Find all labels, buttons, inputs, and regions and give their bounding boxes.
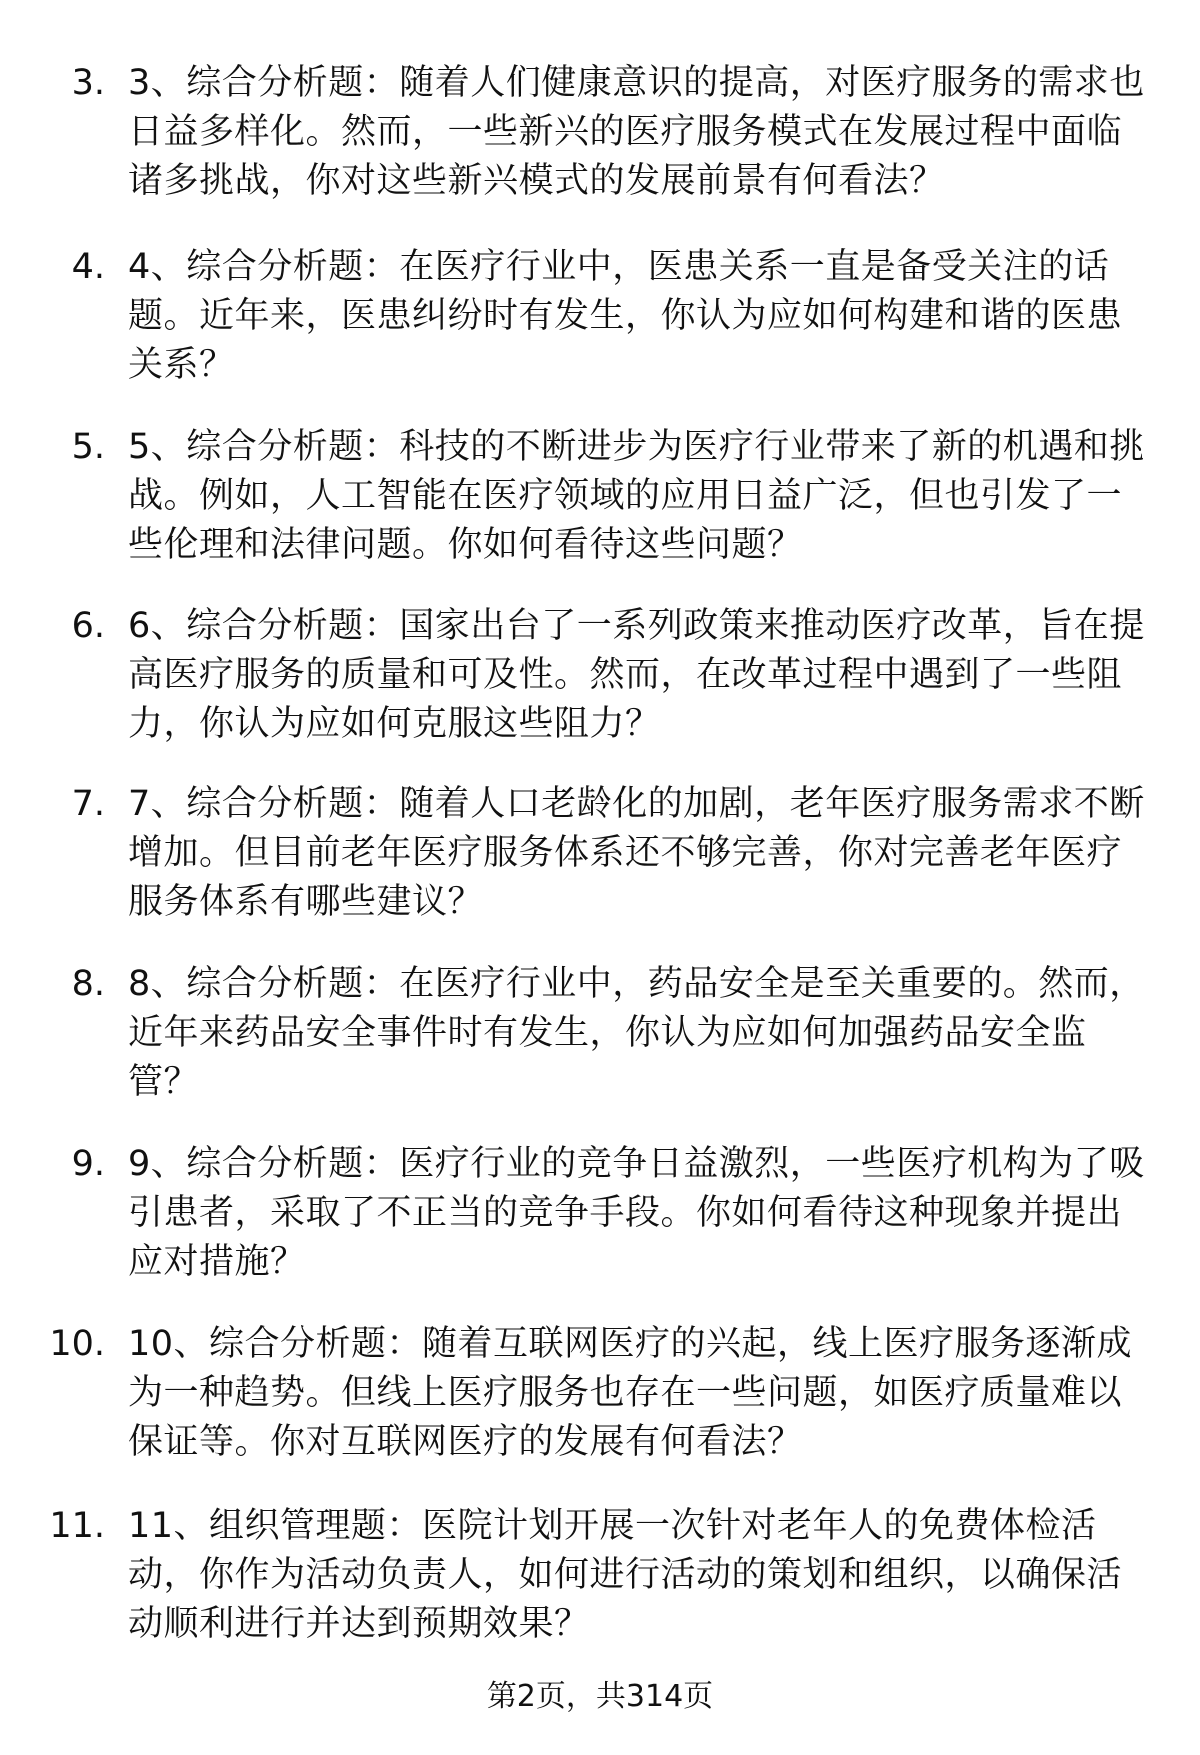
question-line: 4、综合分析题：在医疗行业中，医患关系一直是备受关注的话 [128, 247, 1110, 287]
question-line: 6、综合分析题：国家出台了一系列政策来推动医疗改革，旨在提 [128, 606, 1145, 646]
question-line: 为一种趋势。但线上医疗服务也存在一些问题，如医疗质量难以 [128, 1373, 1123, 1413]
question-number: 7. [71, 784, 105, 824]
question-line: 保证等。你对互联网医疗的发展有何看法？ [128, 1422, 803, 1462]
question-line: 3、综合分析题：随着人们健康意识的提高，对医疗服务的需求也 [128, 63, 1145, 103]
question-line: 动顺利进行并达到预期效果？ [128, 1604, 590, 1644]
question-line: 11、组织管理题：医院计划开展一次针对老年人的免费体检活 [128, 1506, 1097, 1546]
question-line: 诸多挑战，你对这些新兴模式的发展前景有何看法？ [128, 161, 945, 201]
question-text [128, 602, 1145, 749]
question-line: 服务体系有哪些建议？ [128, 882, 484, 922]
question-line: 10、综合分析题：随着互联网医疗的兴起，线上医疗服务逐渐成 [128, 1324, 1133, 1364]
question-line: 应对措施？ [128, 1242, 306, 1282]
question-number: 9. [71, 1144, 105, 1184]
question-number: 8. [71, 964, 105, 1004]
question-line: 战。例如，人工智能在医疗领域的应用日益广泛，但也引发了一 [128, 476, 1123, 516]
question-number: 11. [49, 1506, 105, 1546]
question-text [128, 423, 1145, 570]
question-number: 10. [49, 1324, 105, 1364]
question-number: 4. [71, 247, 105, 287]
question-line: 高医疗服务的质量和可及性。然而，在改革过程中遇到了一些阻 [128, 655, 1123, 695]
question-line: 题。近年来，医患纠纷时有发生，你认为应如何构建和谐的医患 [128, 296, 1123, 336]
question-text [128, 59, 1145, 206]
question-number: 3. [71, 63, 105, 103]
question-line: 动，你作为活动负责人，如何进行活动的策划和组织，以确保活 [128, 1555, 1123, 1595]
question-text [128, 1320, 1132, 1467]
question-line: 5、综合分析题：科技的不断进步为医疗行业带来了新的机遇和挑 [128, 427, 1145, 467]
question-line: 8、综合分析题：在医疗行业中，药品安全是至关重要的。然而， [128, 964, 1145, 1004]
question-text [128, 243, 1122, 390]
question-text [128, 1140, 1145, 1287]
question-line: 力，你认为应如何克服这些阻力？ [128, 704, 661, 744]
question-line: 关系？ [128, 345, 235, 385]
page-footer: 第2页，共314页 [486, 1679, 714, 1714]
question-line: 增加。但目前老年医疗服务体系还不够完善，你对完善老年医疗 [128, 833, 1123, 873]
question-line: 管？ [128, 1062, 200, 1102]
question-line: 日益多样化。然而，一些新兴的医疗服务模式在发展过程中面临 [128, 112, 1123, 152]
question-line: 些伦理和法律问题。你如何看待这些问题？ [128, 525, 803, 565]
question-text [128, 1502, 1122, 1649]
question-text [128, 780, 1145, 927]
question-text [128, 960, 1145, 1107]
question-line: 7、综合分析题：随着人口老龄化的加剧，老年医疗服务需求不断 [128, 784, 1145, 824]
question-number: 6. [71, 606, 105, 646]
question-number: 5. [71, 427, 105, 467]
question-line: 近年来药品安全事件时有发生，你认为应如何加强药品安全监 [128, 1013, 1087, 1053]
question-line: 引患者，采取了不正当的竞争手段。你如何看待这种现象并提出 [128, 1193, 1123, 1233]
question-line: 9、综合分析题：医疗行业的竞争日益激烈，一些医疗机构为了吸 [128, 1144, 1145, 1184]
